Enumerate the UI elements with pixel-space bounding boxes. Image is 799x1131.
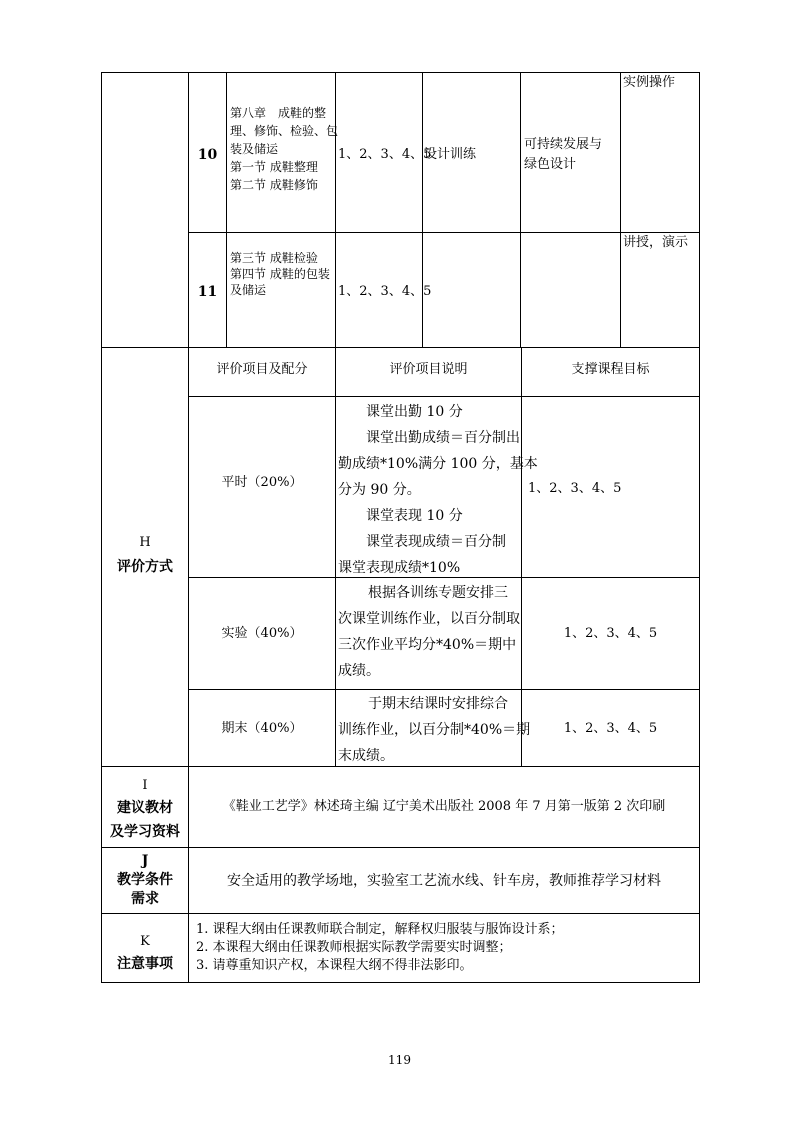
schedule-row-divider: [188, 232, 700, 233]
schedule-col-divider-5: [620, 72, 621, 348]
eval-desc-line: 次课堂训练作业，以百分制取: [338, 611, 520, 627]
textbook-text: 《鞋业工艺学》林述琦主编 辽宁美术出版社 2008 年 7 月第一版第 2 次印刷: [222, 799, 666, 814]
row11-content-line: 第三节 成鞋检验: [230, 251, 318, 265]
row10-thinking-line: 绿色设计: [524, 157, 577, 172]
eval-desc-line: 分为 90 分。: [338, 482, 421, 498]
section-H-label: 评价方式: [117, 559, 173, 575]
section-I-code: I: [142, 778, 148, 793]
row11-goals: 1、2、3、4、5: [338, 284, 432, 299]
eval-desc-line: 三次作业平均分*40%＝期中: [338, 637, 517, 653]
notes-list: [196, 921, 564, 975]
section-K-label: 注意事项: [117, 956, 173, 972]
row11-content: [230, 250, 330, 298]
eval-desc-regular: [338, 399, 538, 581]
week-number-10: 10: [197, 147, 218, 163]
page-number: 119: [388, 1053, 411, 1067]
eval-row-divider-3: [188, 689, 700, 690]
eval-goals-regular: 1、2、3、4、5: [528, 481, 622, 496]
eval-desc-line: 课堂出勤成绩＝百分制出: [366, 430, 520, 446]
eval-desc-line: 成绩。: [338, 663, 380, 679]
eval-desc-line: 根据各训练专题安排三: [368, 585, 508, 601]
eval-desc-experiment: [338, 580, 520, 684]
eval-goals-experiment: 1、2、3、4、5: [563, 626, 658, 641]
eval-item-regular: 平时（20%）: [221, 475, 303, 490]
table-border-bottom: [101, 982, 700, 983]
section-J-label-line1: 教学条件: [117, 872, 173, 888]
eval-desc-final: [338, 691, 530, 769]
row10-content-line: 理、修饰、检验、包: [230, 124, 339, 138]
section-I-label-line1: 建议教材: [117, 800, 173, 816]
row10-thinking: [524, 135, 602, 175]
section-J-code: J: [141, 853, 149, 869]
row10-content-line: 第八章 成鞋的整: [230, 106, 327, 120]
row10-thinking-line: 可持续发展与: [524, 137, 603, 152]
eval-goals-final: 1、2、3、4、5: [563, 721, 658, 736]
schedule-col-divider-1: [226, 72, 227, 348]
eval-row-divider-1: [188, 396, 700, 397]
section-H-code: H: [139, 535, 151, 550]
week-number-11: 11: [197, 284, 218, 300]
eval-desc-line: 课堂表现成绩＝百分制: [366, 534, 506, 550]
schedule-col-divider-3: [422, 72, 423, 348]
section-J-label-line2: 需求: [131, 891, 159, 907]
eval-col-divider-1: [335, 347, 336, 767]
row11-content-line: 第四节 成鞋的包装: [230, 267, 330, 281]
eval-desc-line: 训练作业，以百分制*40%＝期: [338, 722, 531, 738]
section-divider-K: [101, 913, 700, 914]
row11-method: 讲授，演示: [623, 235, 689, 250]
eval-header-item: 评价项目及配分: [216, 362, 308, 377]
row10-content-line: 装及储运: [230, 142, 279, 156]
row10-content: [230, 104, 338, 194]
conditions-text: 安全适用的教学场地，实验室工艺流水线、针车房，教师推荐学习材料: [227, 873, 661, 889]
eval-desc-line: 课堂表现 10 分: [366, 508, 463, 524]
eval-desc-line: 勤成绩*10%满分 100 分，基本: [338, 456, 538, 472]
row10-goals: 1、2、3、4、5: [338, 147, 432, 162]
notes-item: 3. 请尊重知识产权，本课程大纲不得非法影印。: [196, 958, 473, 973]
row10-method: 实例操作: [623, 75, 676, 90]
eval-desc-line: 课堂出勤 10 分: [366, 404, 463, 420]
table-border-top: [101, 72, 700, 73]
eval-desc-line: 末成绩。: [338, 748, 394, 764]
row10-content-line: 第二节 成鞋修饰: [230, 178, 318, 192]
row10-content-line: 第一节 成鞋整理: [230, 160, 318, 174]
eval-desc-line: 于期末结课时安排综合: [368, 696, 508, 712]
eval-item-final: 期末（40%）: [221, 721, 303, 736]
notes-item: 1. 课程大纲由任课教师联合制定，解释权归服装与服饰设计系；: [196, 922, 564, 937]
section-divider-H: [101, 347, 700, 348]
row11-content-line: 及储运: [230, 283, 267, 297]
section-I-label-line2: 及学习资料: [110, 824, 180, 840]
notes-item: 2. 本课程大纲由任课教师根据实际教学需要实时调整；: [196, 940, 512, 955]
row10-activity: 设计训练: [424, 147, 477, 162]
schedule-col-divider-4: [520, 72, 521, 348]
eval-header-goals: 支撑课程目标: [571, 362, 650, 377]
eval-item-experiment: 实验（40%）: [221, 626, 303, 641]
section-K-code: K: [140, 934, 150, 949]
eval-desc-line: 课堂表现成绩*10%: [338, 560, 461, 576]
eval-header-description: 评价项目说明: [389, 362, 468, 377]
section-divider-J: [101, 847, 700, 848]
